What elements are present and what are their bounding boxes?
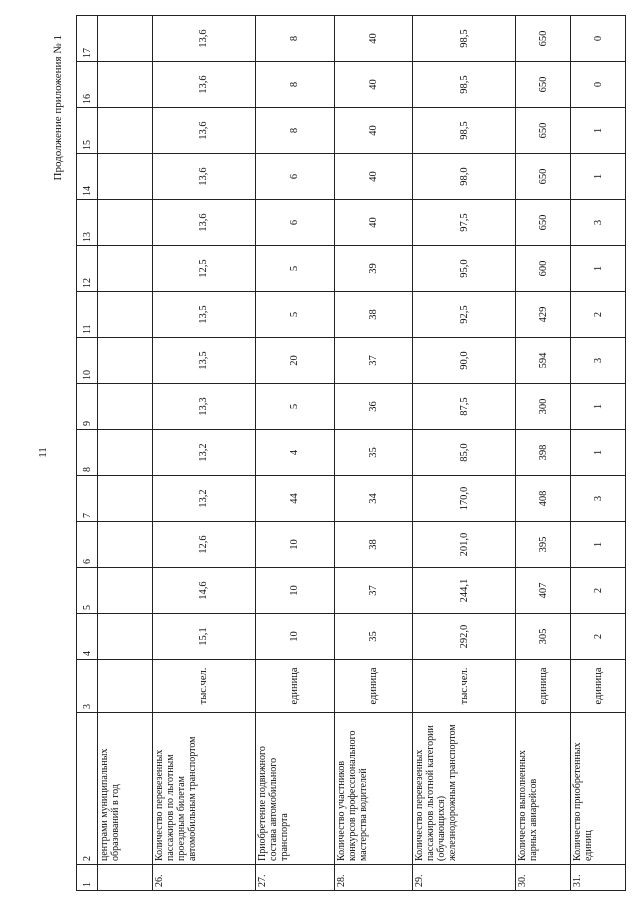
indicator-name: Количество участников конкурсов профессионального мастерства водителей [334, 713, 413, 865]
value-cell: 36 [334, 384, 413, 430]
indicator-name: Количество выполненных парных авиарейсов [516, 713, 571, 865]
row-number: 31. [571, 865, 626, 891]
value-cell: 90,0 [413, 338, 516, 384]
value-cell: 40 [334, 108, 413, 154]
table-row [571, 16, 626, 891]
column-header-3: 3 [77, 660, 98, 713]
indicator-name: Количество перевезенных пассажиров по льготным проездным билетам автомобильным транспортом [152, 713, 255, 865]
value-cell: 201,0 [413, 522, 516, 568]
value-cell: 1 [571, 154, 626, 200]
value-cell: 395 [516, 522, 571, 568]
page-number: 11 [37, 447, 49, 458]
value-cell: 650 [516, 62, 571, 108]
value-cell: 13,5 [152, 292, 255, 338]
table-row [413, 16, 516, 891]
column-header-6: 6 [77, 522, 98, 568]
value-cell: 1 [571, 384, 626, 430]
value-cell: 1 [571, 522, 626, 568]
value-cell: 13,6 [152, 62, 255, 108]
column-header-5: 5 [77, 568, 98, 614]
unit-cell: единица [516, 660, 571, 713]
value-cell: 14,6 [152, 568, 255, 614]
value-cell: 13,6 [152, 154, 255, 200]
value-cell [98, 16, 153, 62]
value-cell: 12,5 [152, 246, 255, 292]
row-number: 28. [334, 865, 413, 891]
value-cell: 37 [334, 338, 413, 384]
column-header-15: 15 [77, 108, 98, 154]
value-cell: 244,1 [413, 568, 516, 614]
value-cell: 37 [334, 568, 413, 614]
indicator-name: Приобретение подвижного состава автомобильного транспорта [255, 713, 334, 865]
value-cell: 408 [516, 476, 571, 522]
value-cell: 98,0 [413, 154, 516, 200]
unit-cell: единица [255, 660, 334, 713]
unit-cell [98, 660, 153, 713]
column-header-10: 10 [77, 338, 98, 384]
value-cell: 650 [516, 154, 571, 200]
unit-cell: единица [334, 660, 413, 713]
value-cell: 98,5 [413, 108, 516, 154]
value-cell [98, 246, 153, 292]
value-cell: 6 [255, 200, 334, 246]
value-cell: 38 [334, 292, 413, 338]
value-cell: 0 [571, 16, 626, 62]
value-cell: 40 [334, 16, 413, 62]
value-cell: 3 [571, 338, 626, 384]
value-cell: 5 [255, 384, 334, 430]
value-cell: 429 [516, 292, 571, 338]
value-cell [98, 200, 153, 246]
value-cell [98, 108, 153, 154]
appendix-title: Продолжение приложения № 1 [52, 35, 64, 181]
value-cell: 5 [255, 246, 334, 292]
table-row [516, 16, 571, 891]
value-cell: 15,1 [152, 614, 255, 660]
value-cell: 40 [334, 200, 413, 246]
value-cell: 4 [255, 430, 334, 476]
column-header-13: 13 [77, 200, 98, 246]
value-cell: 85,0 [413, 430, 516, 476]
value-cell: 95,0 [413, 246, 516, 292]
value-cell [98, 292, 153, 338]
value-cell: 35 [334, 430, 413, 476]
indicator-name: центрами муниципальных образований в год [98, 713, 153, 865]
value-cell: 98,5 [413, 62, 516, 108]
column-header-12: 12 [77, 246, 98, 292]
value-cell: 97,5 [413, 200, 516, 246]
value-cell: 305 [516, 614, 571, 660]
value-cell: 10 [255, 522, 334, 568]
indicators-table [76, 15, 626, 891]
value-cell: 39 [334, 246, 413, 292]
value-cell: 34 [334, 476, 413, 522]
value-cell: 407 [516, 568, 571, 614]
value-cell: 13,5 [152, 338, 255, 384]
value-cell: 300 [516, 384, 571, 430]
column-header-1: 1 [77, 865, 98, 891]
column-header-11: 11 [77, 292, 98, 338]
value-cell: 1 [571, 246, 626, 292]
value-cell: 40 [334, 154, 413, 200]
value-cell: 600 [516, 246, 571, 292]
value-cell: 170,0 [413, 476, 516, 522]
indicator-name: Количество приобретенных единиц [571, 713, 626, 865]
unit-cell: единица [571, 660, 626, 713]
unit-cell: тыс.чел. [413, 660, 516, 713]
value-cell: 8 [255, 62, 334, 108]
table-body [98, 16, 626, 891]
value-cell: 2 [571, 292, 626, 338]
table-row [255, 16, 334, 891]
value-cell: 13,6 [152, 200, 255, 246]
value-cell: 1 [571, 430, 626, 476]
column-header-17: 17 [77, 16, 98, 62]
value-cell: 6 [255, 154, 334, 200]
row-number [98, 865, 153, 891]
value-cell: 650 [516, 16, 571, 62]
column-header-16: 16 [77, 62, 98, 108]
unit-cell: тыс.чел. [152, 660, 255, 713]
value-cell: 292,0 [413, 614, 516, 660]
value-cell [98, 522, 153, 568]
value-cell: 13,2 [152, 430, 255, 476]
value-cell: 20 [255, 338, 334, 384]
value-cell [98, 614, 153, 660]
value-cell: 98,5 [413, 16, 516, 62]
value-cell: 650 [516, 200, 571, 246]
value-cell: 3 [571, 476, 626, 522]
value-cell [98, 338, 153, 384]
value-cell: 0 [571, 62, 626, 108]
value-cell: 398 [516, 430, 571, 476]
value-cell: 12,6 [152, 522, 255, 568]
value-cell: 35 [334, 614, 413, 660]
value-cell [98, 430, 153, 476]
value-cell: 13,3 [152, 384, 255, 430]
value-cell [98, 62, 153, 108]
table-header-row [77, 16, 98, 891]
value-cell: 87,5 [413, 384, 516, 430]
row-number: 29. [413, 865, 516, 891]
column-header-7: 7 [77, 476, 98, 522]
value-cell: 38 [334, 522, 413, 568]
value-cell: 92,5 [413, 292, 516, 338]
value-cell: 650 [516, 108, 571, 154]
value-cell: 3 [571, 200, 626, 246]
value-cell: 44 [255, 476, 334, 522]
indicator-name: Количество перевезенных пассажиров льготной категории (обучающихся) железнодорожным транспортом [413, 713, 516, 865]
row-number: 30. [516, 865, 571, 891]
value-cell: 13,6 [152, 108, 255, 154]
value-cell: 13,2 [152, 476, 255, 522]
value-cell: 8 [255, 108, 334, 154]
column-header-9: 9 [77, 384, 98, 430]
value-cell: 13,6 [152, 16, 255, 62]
value-cell: 5 [255, 292, 334, 338]
value-cell: 1 [571, 108, 626, 154]
value-cell: 10 [255, 568, 334, 614]
value-cell [98, 568, 153, 614]
value-cell: 40 [334, 62, 413, 108]
table-row [334, 16, 413, 891]
value-cell: 594 [516, 338, 571, 384]
table-row [98, 16, 153, 891]
value-cell: 8 [255, 16, 334, 62]
value-cell [98, 384, 153, 430]
column-header-8: 8 [77, 430, 98, 476]
value-cell: 10 [255, 614, 334, 660]
table-row [152, 16, 255, 891]
column-header-2: 2 [77, 713, 98, 865]
value-cell [98, 476, 153, 522]
row-number: 27. [255, 865, 334, 891]
value-cell: 2 [571, 614, 626, 660]
column-header-4: 4 [77, 614, 98, 660]
column-header-14: 14 [77, 154, 98, 200]
row-number: 26. [152, 865, 255, 891]
value-cell: 2 [571, 568, 626, 614]
value-cell [98, 154, 153, 200]
